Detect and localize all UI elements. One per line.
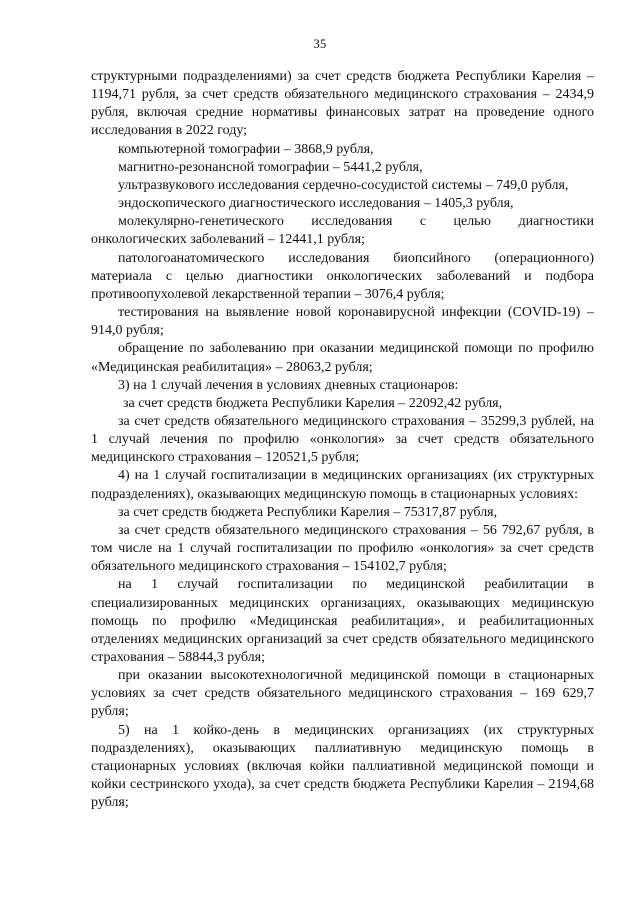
paragraph: 4) на 1 случай госпитализации в медицинских организациях (их структурных подразделениях), оказывающих медицинскую помощь в стационарных условиях: [91,468,594,502]
paragraph: патологоанатомического исследования биопсийного (операционного) материала с целью диагностики онкологических заболеваний и подбора противоопухолевой лекарственной терапии – 3076,4 рубля; [91,250,594,302]
paragraph: ультразвукового исследования сердечно-сосудистой системы – 749,0 рубля, [118,177,569,193]
paragraph: компьютерной томографии – 3868,9 рубля, [118,141,374,157]
document-body [91,68,594,812]
paragraph: магнитно-резонансной томографии – 5441,2 рубля, [118,159,423,175]
paragraph: обращение по заболеванию при оказании медицинской помощи по профилю «Медицинская реабилитация» – 28063,2 рубля; [91,341,594,375]
paragraph: тестирования на выявление новой коронавирусной инфекции (COVID-19) – 914,0 рубля; [91,305,594,339]
paragraph: эндоскопического диагностического исследования – 1405,3 рубля, [118,196,514,212]
paragraph: на 1 случай госпитализации по медицинской реабилитации в специализированных медицинских организациях, оказывающих медицинскую помощь по профилю «Медицинская реабилитация», и реабилитационных отделениях медицинских организаций за счет средств обязательного медицинского страхования – 58844,3 рубля; [91,577,594,665]
paragraph: за счет средств обязательного медицинского страхования – 56 792,67 рубля, в том числе на 1 случай госпитализации по профилю «онкология» за счет средств обязательного медицинского страхования – 154102,7 рубля; [91,522,594,575]
paragraph: за счет средств обязательного медицинского страхования – 35299,3 рублей, на 1 случай лечения по профилю «онкология» за счет средств обязательного медицинского страхования – 120521,5 рубля; [91,413,594,466]
paragraph: 5) на 1 койко-день в медицинских организациях (их структурных подразделениях), оказывающих паллиативную медицинскую помощь в стационарных условиях (включая койки паллиативной медицинской помощи и койки сестринского ухода), за счет средств бюджета Республики Карелия – 2194,68 рубля; [91,722,594,811]
paragraph: 3) на 1 случай лечения в условиях дневных стационаров: [118,377,459,393]
paragraph: за счет средств бюджета Республики Карелия – 75317,87 рубля, [118,504,498,520]
paragraph: структурными подразделениями) за счет средств бюджета Республики Карелия – 1194,71 рубля, за счет средств обязательного медицинского страхования – 2434,9 рубля, включая средние нормативы финансовых затрат на проведение одного исследования в 2022 году; [91,69,594,139]
paragraph: за счет средств бюджета Республики Карелия – 22092,42 рубля, [123,395,503,411]
paragraph: при оказании высокотехнологичной медицинской помощи в стационарных условиях за счет средств обязательного медицинского страхования – 169 629,7 рубля; [91,668,594,720]
page-number: 35 [313,37,327,51]
paragraph: молекулярно-генетического исследования с целью диагностики онкологических заболеваний – 12441,1 рубля; [91,214,594,248]
